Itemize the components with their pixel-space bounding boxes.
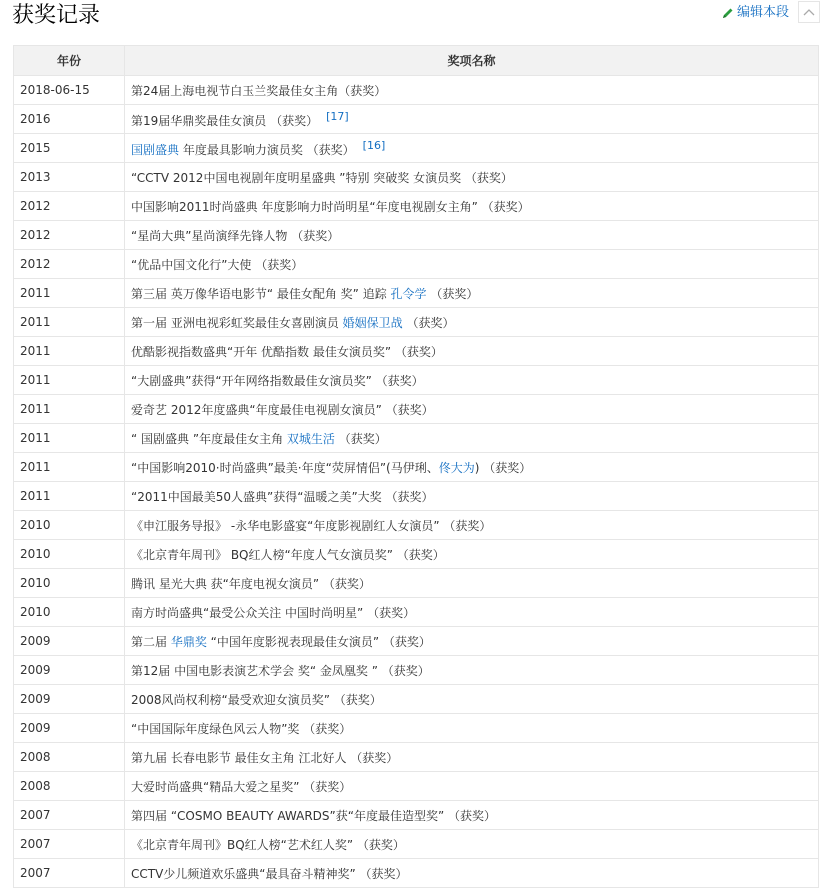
award-year: 2012 xyxy=(14,221,125,250)
award-year: 2008 xyxy=(14,743,125,772)
table-row xyxy=(14,453,819,482)
award-year: 2007 xyxy=(14,801,125,830)
award-name xyxy=(125,366,819,395)
award-year: 2011 xyxy=(14,308,125,337)
table-row xyxy=(14,540,819,569)
table-row xyxy=(14,76,819,105)
award-year: 2009 xyxy=(14,627,125,656)
table-row xyxy=(14,424,819,453)
chevron-up-icon xyxy=(803,8,815,16)
award-year: 2011 xyxy=(14,395,125,424)
citation-ref[interactable]: [17] xyxy=(326,109,349,123)
award-year: 2012 xyxy=(14,192,125,221)
award-text: 第三届 英万像华语电影节“ 最佳女配角 奖” 追踪 xyxy=(131,286,391,301)
award-year: 2012 xyxy=(14,250,125,279)
award-text: 第24届上海电视节白玉兰奖最佳女主角（获奖） xyxy=(131,83,387,98)
award-text: 中国影响2011时尚盛典 年度影响力时尚明星“年度电视剧女主角” （获奖） xyxy=(131,199,530,214)
table-row xyxy=(14,134,819,163)
award-year: 2015 xyxy=(14,134,125,163)
award-name xyxy=(125,337,819,366)
award-text: （获奖） xyxy=(402,315,455,330)
award-name xyxy=(125,714,819,743)
award-name xyxy=(125,453,819,482)
award-link[interactable]: 双城生活 xyxy=(286,431,335,446)
section-header xyxy=(0,0,821,38)
award-text: ) （获奖） xyxy=(474,460,532,475)
award-year: 2011 xyxy=(14,424,125,453)
table-row xyxy=(14,511,819,540)
award-text: “中国年度影视表现最佳女演员” （获奖） xyxy=(206,634,431,649)
award-name xyxy=(125,308,819,337)
award-year: 2007 xyxy=(14,830,125,859)
award-name xyxy=(125,656,819,685)
award-text: “ 国剧盛典 ”年度最佳女主角 xyxy=(131,431,287,446)
award-text: 2008风尚权利榜“最受欢迎女演员奖” （获奖） xyxy=(131,692,382,707)
award-name xyxy=(125,540,819,569)
award-text: 南方时尚盛典“最受公众关注 中国时尚明星” （获奖） xyxy=(131,605,416,620)
section-title: 获奖记录 xyxy=(12,3,101,28)
table-row xyxy=(14,395,819,424)
award-name xyxy=(125,627,819,656)
award-year: 2009 xyxy=(14,656,125,685)
award-year: 2009 xyxy=(14,685,125,714)
award-name xyxy=(125,772,819,801)
table-row xyxy=(14,830,819,859)
award-name xyxy=(125,511,819,540)
award-name xyxy=(125,105,819,134)
award-year: 2011 xyxy=(14,337,125,366)
award-text: “大剧盛典”获得“开年网络指数最佳女演员奖” （获奖） xyxy=(131,373,424,388)
award-name xyxy=(125,743,819,772)
citation-ref[interactable]: [16] xyxy=(362,138,386,152)
award-text: 腾讯 星光大典 获“年度电视女演员” （获奖） xyxy=(131,576,371,591)
award-year: 2018-06-15 xyxy=(14,76,125,105)
award-name xyxy=(125,482,819,511)
table-row xyxy=(14,250,819,279)
award-text: （获奖） xyxy=(334,431,387,446)
award-name xyxy=(125,163,819,192)
table-row xyxy=(14,192,819,221)
award-year: 2010 xyxy=(14,569,125,598)
award-text: “CCTV 2012中国电视剧年度明星盛典 ”特别 突破奖 女演员奖 （获奖） xyxy=(131,170,513,185)
table-row xyxy=(14,772,819,801)
award-link[interactable]: 婚姻保卫战 xyxy=(342,315,403,330)
table-row xyxy=(14,627,819,656)
table-header-row xyxy=(14,46,819,76)
award-text: 年度最具影响力演员奖 （获奖） xyxy=(179,142,355,157)
award-year: 2010 xyxy=(14,540,125,569)
award-text: （获奖） xyxy=(426,286,479,301)
award-text: 第二届 xyxy=(131,634,171,649)
table-row xyxy=(14,163,819,192)
award-text: 第九届 长春电影节 最佳女主角 江北好人 （获奖） xyxy=(131,750,399,765)
award-name xyxy=(125,598,819,627)
award-text: 第四届 “COSMO BEAUTY AWARDS”获“年度最佳造型奖” （获奖） xyxy=(131,808,496,823)
table-row xyxy=(14,221,819,250)
table-row xyxy=(14,743,819,772)
award-name xyxy=(125,221,819,250)
award-name xyxy=(125,395,819,424)
award-year: 2011 xyxy=(14,482,125,511)
award-text: CCTV少儿频道欢乐盛典“最具奋斗精神奖” （获奖） xyxy=(131,866,408,881)
award-text: 《申江服务导报》 -永华电影盛宴“年度影视剧红人女演员” （获奖） xyxy=(131,518,492,533)
pencil-icon xyxy=(722,7,734,19)
header-year: 年份 xyxy=(14,46,125,76)
award-text: “2011中国最美50人盛典”获得“温暖之美”大奖 （获奖） xyxy=(131,489,434,504)
award-text: “优品中国文化行”大使 （获奖） xyxy=(131,257,304,272)
table-row xyxy=(14,801,819,830)
award-text: 第19届华鼎奖最佳女演员 （获奖） xyxy=(131,113,319,128)
award-link[interactable]: 国剧盛典 xyxy=(131,142,180,157)
award-name xyxy=(125,192,819,221)
table-row xyxy=(14,656,819,685)
table-row xyxy=(14,598,819,627)
award-name xyxy=(125,685,819,714)
award-name xyxy=(125,801,819,830)
award-year: 2007 xyxy=(14,859,125,888)
collapse-section-button[interactable] xyxy=(798,1,820,23)
award-text: “中国影响2010·时尚盛典”最美·年度“荧屏情侣”(马伊琍、 xyxy=(131,460,439,475)
table-row xyxy=(14,714,819,743)
table-row xyxy=(14,482,819,511)
award-year: 2010 xyxy=(14,598,125,627)
award-text: 第12届 中国电影表演艺术学会 奖“ 金凤凰奖 ” （获奖） xyxy=(131,663,430,678)
award-name xyxy=(125,830,819,859)
award-text: 大爱时尚盛典“精品大爱之星奖” （获奖） xyxy=(131,779,352,794)
table-row xyxy=(14,859,819,888)
awards-table xyxy=(13,45,819,888)
award-text: 《北京青年周刊》 BQ红人榜“年度人气女演员奖” （获奖） xyxy=(131,547,445,562)
award-year: 2010 xyxy=(14,511,125,540)
award-year: 2009 xyxy=(14,714,125,743)
award-link[interactable]: 佟大为 xyxy=(438,460,475,475)
table-row xyxy=(14,366,819,395)
award-year: 2013 xyxy=(14,163,125,192)
award-text: 第一届 亚洲电视彩虹奖最佳女喜剧演员 xyxy=(131,315,343,330)
award-text: “中国国际年度绿色风云人物”奖 （获奖） xyxy=(131,721,352,736)
award-name xyxy=(125,250,819,279)
award-name xyxy=(125,76,819,105)
award-name xyxy=(125,859,819,888)
table-row xyxy=(14,685,819,714)
table-row xyxy=(14,279,819,308)
table-row xyxy=(14,105,819,134)
award-text: “星尚大典”星尚演绎先锋人物 （获奖） xyxy=(131,228,340,243)
edit-section-link[interactable] xyxy=(722,4,789,22)
table-row xyxy=(14,337,819,366)
table-row xyxy=(14,569,819,598)
award-year: 2008 xyxy=(14,772,125,801)
award-text: 《北京青年周刊》BQ红人榜“艺术红人奖” （获奖） xyxy=(131,837,405,852)
table-row xyxy=(14,308,819,337)
award-year: 2011 xyxy=(14,279,125,308)
award-name xyxy=(125,424,819,453)
award-name xyxy=(125,134,819,163)
award-link[interactable]: 孔令学 xyxy=(390,286,427,301)
award-year: 2011 xyxy=(14,453,125,482)
award-text: 优酷影视指数盛典“开年 优酷指数 最佳女演员奖” （获奖） xyxy=(131,344,443,359)
edit-section-label: 编辑本段 xyxy=(737,5,790,20)
header-award-name: 奖项名称 xyxy=(125,46,819,76)
award-name xyxy=(125,279,819,308)
award-link[interactable]: 华鼎奖 xyxy=(170,634,207,649)
award-year: 2016 xyxy=(14,105,125,134)
award-text: 爱奇艺 2012年度盛典“年度最佳电视剧女演员” （获奖） xyxy=(131,402,434,417)
award-name xyxy=(125,569,819,598)
award-year: 2011 xyxy=(14,366,125,395)
